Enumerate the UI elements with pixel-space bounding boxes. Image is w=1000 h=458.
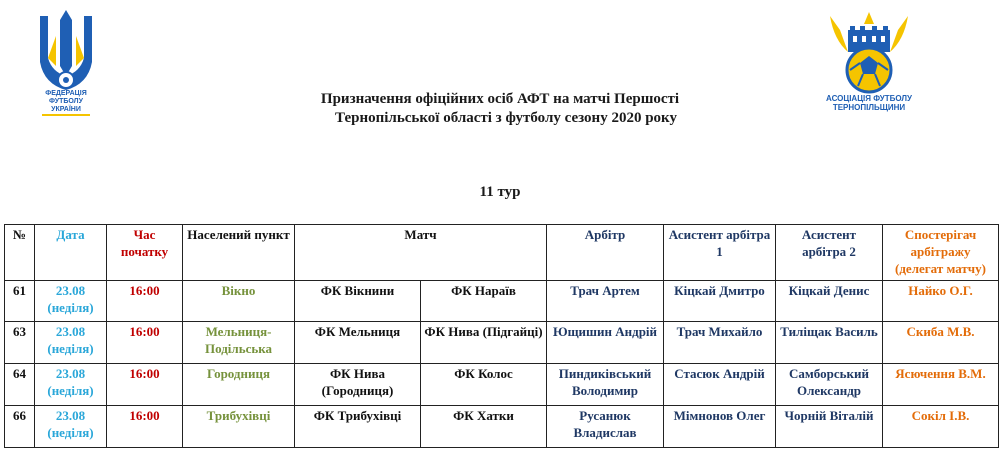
cell-place: Городниця <box>183 364 295 406</box>
cell-num: 66 <box>5 406 35 448</box>
cell-away-team: ФК Нива (Підгайці) <box>421 322 547 364</box>
cell-assistant1: Трач Михайло <box>664 322 776 364</box>
cell-num: 64 <box>5 364 35 406</box>
cell-observer: Найко О.Г. <box>883 281 999 322</box>
logo-left-line2: ФУТБОЛУ <box>49 98 83 105</box>
cell-assistant2: Самборський Олександр <box>776 364 883 406</box>
logo-right-line1: АСОЦІАЦІЯ ФУТБОЛУ <box>825 94 912 103</box>
header-assistant2: Асистент арбітра 2 <box>776 225 883 281</box>
table-header-row <box>5 225 999 281</box>
header-match: Матч <box>295 225 547 281</box>
cell-referee: Трач Артем <box>547 281 664 322</box>
cell-time: 16:00 <box>107 364 183 406</box>
header-assistant1: Асистент арбітра 1 <box>664 225 776 281</box>
round-label: 11 тур <box>479 184 521 200</box>
cell-date: 23.08 (неділя) <box>35 406 107 448</box>
cell-assistant2: Тиліщак Василь <box>776 322 883 364</box>
cell-assistant2: Кіцкай Денис <box>776 281 883 322</box>
header-referee: Арбітр <box>547 225 664 281</box>
cell-assistant2: Чорній Віталій <box>776 406 883 448</box>
cell-away-team: ФК Нараїв <box>421 281 547 322</box>
cell-away-team: ФК Колос <box>421 364 547 406</box>
aft-logo <box>820 10 918 118</box>
cell-referee: Ющишин Андрій <box>547 322 664 364</box>
cell-assistant1: Мімнонов Олег <box>664 406 776 448</box>
cell-num: 63 <box>5 322 35 364</box>
cell-referee: Русанюк Владислав <box>547 406 664 448</box>
cell-time: 16:00 <box>107 322 183 364</box>
cell-home-team: ФК Трибухівці <box>295 406 421 448</box>
cell-assistant1: Стасюк Андрій <box>664 364 776 406</box>
cell-time: 16:00 <box>107 281 183 322</box>
cell-home-team: ФК Вікнини <box>295 281 421 322</box>
cell-place: Мельниця-Подільська <box>183 322 295 364</box>
document-title <box>200 90 800 128</box>
title-line-1: Призначення офіційних осіб АФТ на матчі Першості <box>320 91 680 107</box>
header-observer: Спостерігач арбітражу (делегат матчу) <box>883 225 999 281</box>
table-row <box>5 406 999 448</box>
cell-date: 23.08 (неділя) <box>35 322 107 364</box>
header-place: Населений пункт <box>183 225 295 281</box>
cell-observer: Ясючення В.М. <box>883 364 999 406</box>
logo-left-line3: УКРАЇНИ <box>51 106 81 113</box>
header-date: Дата <box>35 225 107 281</box>
cell-time: 16:00 <box>107 406 183 448</box>
table-row <box>5 322 999 364</box>
cell-assistant1: Кіцкай Дмитро <box>664 281 776 322</box>
table-row <box>5 281 999 322</box>
logo-right-line2: ТЕРНОПІЛЬЩИНИ <box>832 103 906 112</box>
cell-observer: Скиба М.В. <box>883 322 999 364</box>
cell-date: 23.08 (неділя) <box>35 281 107 322</box>
cell-place: Вікно <box>183 281 295 322</box>
cell-date: 23.08 (неділя) <box>35 364 107 406</box>
cell-home-team: ФК Нива (Городниця) <box>295 364 421 406</box>
cell-home-team: ФК Мельниця <box>295 322 421 364</box>
header-num: № <box>5 225 35 281</box>
title-line-2: Тернопільської області з футболу сезону 2020 року <box>335 110 677 126</box>
logo-left-line1: ФЕДЕРАЦІЯ <box>45 90 87 97</box>
cell-observer: Сокіл І.В. <box>883 406 999 448</box>
schedule-table <box>4 224 999 448</box>
cell-place: Трибухівці <box>183 406 295 448</box>
cell-referee: Пиндиківський Володимир <box>547 364 664 406</box>
cell-away-team: ФК Хатки <box>421 406 547 448</box>
ffu-logo <box>28 6 104 124</box>
header-time: Час початку <box>107 225 183 281</box>
cell-num: 61 <box>5 281 35 322</box>
table-row <box>5 364 999 406</box>
